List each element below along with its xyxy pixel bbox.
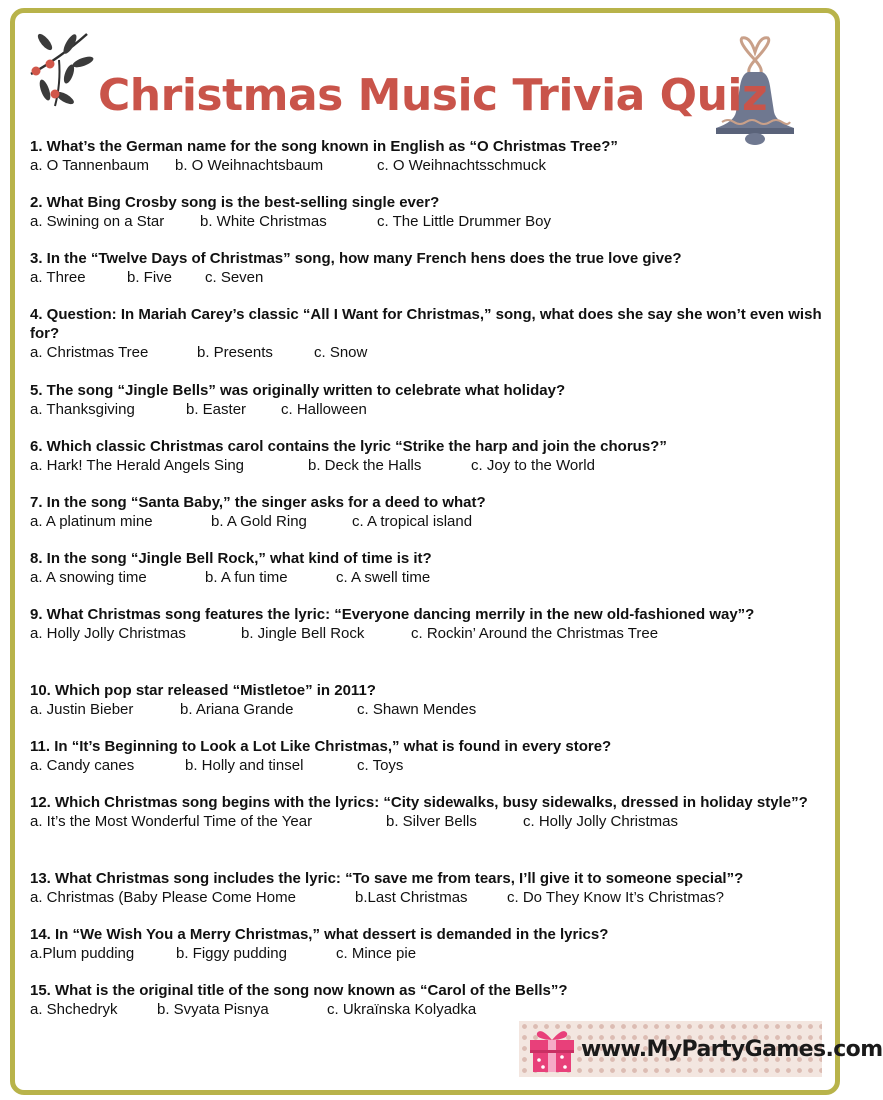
answer-options	[30, 400, 830, 419]
answer-option: c. Joy to the World	[471, 457, 595, 474]
answer-option: b. Figgy pudding	[176, 945, 287, 962]
answer-options	[30, 1000, 830, 1019]
answer-option: b. Jingle Bell Rock	[241, 625, 365, 642]
answer-option: a. Justin Bieber	[30, 701, 134, 718]
answer-option: b. A Gold Ring	[211, 513, 307, 530]
answer-options	[30, 624, 830, 643]
answer-option: b. Deck the Halls	[308, 457, 422, 474]
question-text: 10. Which pop star released “Mistletoe” in 2011?	[30, 682, 376, 699]
answer-option: b. Presents	[197, 344, 273, 361]
answer-options	[30, 568, 830, 587]
question-text: 8. In the song “Jingle Bell Rock,” what kind of time is it?	[30, 550, 432, 567]
answer-option: c. O Weihnachtsschmuck	[377, 157, 546, 174]
answer-option: c. Mince pie	[336, 945, 417, 962]
answer-option: a. O Tannenbaum	[30, 157, 149, 174]
question-item	[30, 305, 830, 362]
answer-option: c. Rockin’ Around the Christmas Tree	[411, 625, 659, 642]
answer-option: b.Last Christmas	[355, 889, 468, 906]
answer-option: b. Svyata Pisnya	[157, 1001, 269, 1018]
answer-option: c. A tropical island	[352, 513, 473, 530]
question-item	[30, 869, 830, 907]
answer-options	[30, 812, 830, 831]
answer-option: a. Holly Jolly Christmas	[30, 625, 186, 642]
answer-option: b. Five	[127, 269, 173, 286]
answer-option: a. Thanksgiving	[30, 401, 135, 418]
answer-option: c. Halloween	[281, 401, 367, 418]
question-text: 15. What is the original title of the song now known as “Carol of the Bells”?	[30, 982, 568, 999]
answer-option: a. Swining on a Star	[30, 213, 165, 230]
answer-option: c. Seven	[205, 269, 264, 286]
question-text: 4. Question: In Mariah Carey’s classic “All I Want for Christmas,” song, what does she say she won’t even wish for?	[30, 306, 822, 342]
answer-option: c. Toys	[357, 757, 404, 774]
answer-options	[30, 343, 830, 362]
answer-option: c. A swell time	[336, 569, 431, 586]
question-item	[30, 193, 830, 231]
answer-option: b. Holly and tinsel	[185, 757, 304, 774]
question-text: 3. In the “Twelve Days of Christmas” song, how many French hens does the true love give?	[30, 250, 682, 267]
question-item	[30, 249, 830, 287]
answer-option: b. White Christmas	[200, 213, 327, 230]
answer-option: a. Three	[30, 269, 86, 286]
question-text: 11. In “It’s Beginning to Look a Lot Like Christmas,” what is found in every store?	[30, 738, 612, 755]
answer-option: a. Christmas Tree	[30, 344, 149, 361]
answer-option: a. Candy canes	[30, 757, 135, 774]
answer-option: c. Ukraïnska Kolyadka	[327, 1001, 477, 1018]
answer-option: c. Holly Jolly Christmas	[523, 813, 679, 830]
answer-options	[30, 156, 830, 175]
website-link[interactable]: www.MyPartyGames.com	[581, 1037, 883, 1062]
question-item	[30, 137, 830, 175]
question-item	[30, 381, 830, 419]
question-text: 13. What Christmas song includes the lyric: “To save me from tears, I’ll give it to someone special”?	[30, 870, 744, 887]
answer-option: b. O Weihnachtsbaum	[175, 157, 324, 174]
answer-options	[30, 700, 830, 719]
question-text: 6. Which classic Christmas carol contains the lyric “Strike the harp and join the chorus?”	[30, 438, 667, 455]
answer-option: b. Ariana Grande	[180, 701, 294, 718]
answer-option: b. A fun time	[205, 569, 288, 586]
answer-options	[30, 456, 830, 475]
answer-option: a. Shchedryk	[30, 1001, 118, 1018]
answer-option: c. Do They Know It’s Christmas?	[507, 889, 725, 906]
answer-option: a. A platinum mine	[30, 513, 153, 530]
answer-option: c. Snow	[314, 344, 368, 361]
answer-options	[30, 756, 830, 775]
question-item	[30, 681, 830, 719]
answer-option: a. Hark! The Herald Angels Sing	[30, 457, 245, 474]
answer-options	[30, 512, 830, 531]
answer-option: b. Silver Bells	[386, 813, 477, 830]
question-item	[30, 737, 830, 775]
gift-box-icon	[527, 1027, 577, 1073]
question-text: 7. In the song “Santa Baby,” the singer asks for a deed to what?	[30, 494, 486, 511]
question-item	[30, 437, 830, 475]
question-item	[30, 605, 830, 643]
question-text: 5. The song “Jingle Bells” was originally written to celebrate what holiday?	[30, 382, 566, 399]
answer-option: a. Christmas (Baby Please Come Home	[30, 889, 296, 906]
answer-option: a. A snowing time	[30, 569, 147, 586]
page-title: Christmas Music Trivia Quiz	[98, 70, 768, 121]
question-text: 14. In “We Wish You a Merry Christmas,” what dessert is demanded in the lyrics?	[30, 926, 609, 943]
question-text: 1. What’s the German name for the song known in English as “O Christmas Tree?”	[30, 138, 618, 155]
answer-option: c. Shawn Mendes	[357, 701, 477, 718]
answer-options	[30, 888, 830, 907]
answer-options	[30, 944, 830, 963]
question-item	[30, 981, 830, 1019]
answer-option: c. The Little Drummer Boy	[377, 213, 551, 230]
answer-option: a. It’s the Most Wonderful Time of the Year	[30, 813, 313, 830]
website-badge[interactable]	[519, 1021, 883, 1077]
question-text: 2. What Bing Crosby song is the best-selling single ever?	[30, 194, 440, 211]
answer-options	[30, 268, 830, 287]
question-item	[30, 549, 830, 587]
answer-option: b. Easter	[186, 401, 247, 418]
question-text: 12. Which Christmas song begins with the lyrics: “City sidewalks, busy sidewalks, dressed in holiday style”?	[30, 794, 808, 811]
question-item	[30, 793, 830, 831]
question-text: 9. What Christmas song features the lyric: “Everyone dancing merrily in the new old-fashioned way”?	[30, 606, 755, 623]
answer-option: a.Plum pudding	[30, 945, 135, 962]
question-item	[30, 493, 830, 531]
question-item	[30, 925, 830, 963]
answer-options	[30, 212, 830, 231]
